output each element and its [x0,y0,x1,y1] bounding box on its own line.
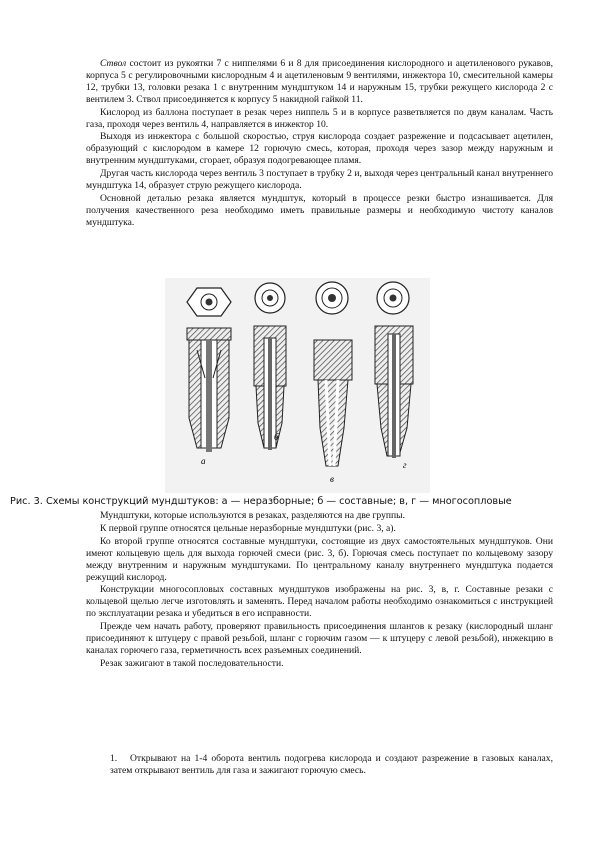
bottom-text-block [86,510,553,670]
panel-label-a: а [201,456,206,466]
paragraph: Конструкции многосопловых составных мундштуков изображены на рис. 3, в, г. Составные резаки с кольцевой щелью легче изготовлять и заменять. Перед началом работы необходимо ознакомиться с инструкцией по эксплуатации резака и убедиться в его исправности. [86,584,553,620]
paragraph-stvol [86,58,553,106]
figure-caption: Рис. 3. Схемы конструкций мундштуков: а — неразборные; б — составные; в, г — многосопловые [10,496,512,507]
panel-label-b: б [274,432,279,442]
paragraph: Кислород из баллона поступает в резак через ниппель 5 и в корпусе разветвляется по двум каналам. Часть газа, проходя через вентиль 4, направляется в инжектор 10. [86,106,553,130]
paragraph-text: состоит из рукоятки 7 с ниппелями 6 и 8 для присоединения кислородного и ацетиленового рукавов, корпуса 5 с регулировочными кислородным 4 и ацетиленовым 9 вентилями, инжектора 10, смесительной камеры 12, трубки 13, головки резака 1 с внутренним мундштуком 14 и наружным 15, трубки режущего кислорода 2 с вентилем 3. Ствол присоединяется к корпусу 5 накидной гайкой 11. [86,58,553,105]
list-text: Открывают на 1-4 оборота вентиль подогрева кислорода и создают разрежение в газовых каналах, затем открывают вентиль для газа и зажигают горючую смесь. [110,753,553,776]
paragraph: Резак зажигают в такой последовательности. [100,657,284,669]
paragraph: Ко второй группе относятся составные мундштуки, состоящие из двух самостоятельных мундштуков. Они имеют кольцевую щель для выхода горючей смеси (рис. 3, б). Горючая смесь поступает по кольцевому зазору между внутренним и наружным мундштуками. По центральному каналу внутреннего мундштука подается режущий кислород. [86,535,553,583]
top-text-block [86,58,553,229]
paragraph: Другая часть кислорода через вентиль 3 поступает в трубку 2 и, выходя через центральный канал внутреннего мундштука 14, образует струю режущего кислорода. [86,168,553,192]
panel-label-v: в [330,474,334,484]
list-number: 1. [110,753,118,764]
paragraph: К первой группе относятся цельные неразборные мундштуки (рис. 3, а). [100,522,396,534]
paragraph: Выходя из инжектора с большой скоростью, струя кислорода создает разрежение и подсасывает ацетилен, образующий с кислородом в камере 12 горючую смесь, которая, проходя через зазор между наружным и внутренним мундштуками, сгорает, образуя подогревающее пламя. [86,131,553,167]
paragraph: Основной деталью резака является мундштук, который в процессе резки быстро изнашивается. Для получения качественного реза необходимо иметь правильные размеры и необходимую чистоту каналов мундштука. [86,192,553,228]
nozzle-b [254,283,286,450]
list-item [110,753,553,777]
panel-label-g: г [403,460,407,470]
nozzle-schematics-figure [165,278,430,493]
paragraph: Мундштуки, которые используются в резаках, разделяются на две группы. [100,510,405,521]
paragraph: Прежде чем начать работу, проверяют правильность присоединения шлангов к резаку (кислородный шланг присоединяют к штуцеру с правой резьбой, шланг с горючим газом — к штуцеру с левой резьбой), инжекцию в каналах горючего газа, герметичность всех разъемных соединений. [86,621,553,656]
term-stvol: Ствол [100,58,127,69]
